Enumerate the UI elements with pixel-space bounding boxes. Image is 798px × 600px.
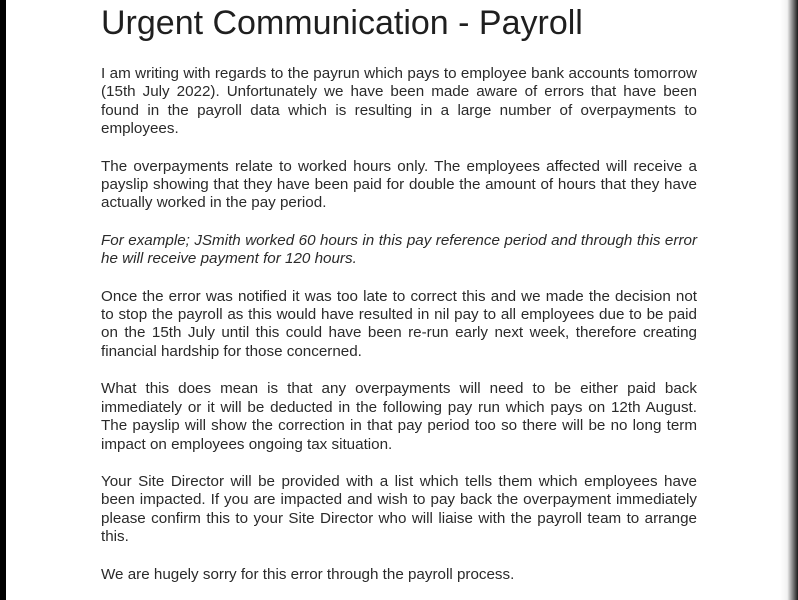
paragraph-example: For example; JSmith worked 60 hours in this pay reference period and through this error he will receive payment for 120 hours.	[101, 231, 697, 268]
paragraph-overpayments: The overpayments relate to worked hours only. The employees affected will receive a payslip showing that they have been paid for double the amount of hours that they have actually worked in the pay period.	[101, 157, 697, 212]
document-title: Urgent Communication - Payroll	[101, 4, 583, 42]
document-body	[101, 0, 697, 584]
paragraph-payrun-errors: I am writing with regards to the payrun which pays to employee bank accounts tomorrow (15th July 2022). Unfortunately we have been made aware of errors that have been found in the payroll data which is resulting in a large number of overpayments to employees.	[101, 65, 697, 138]
paragraph-apology: We are hugely sorry for this error through the payroll process.	[101, 565, 515, 583]
paragraph-site-director: Your Site Director will be provided with a list which tells them which employees have been impacted. If you are impacted and wish to pay back the overpayment immediately please confirm this to your Site Director who will liaise with the payroll team to arrange this.	[101, 472, 697, 546]
document-page	[6, 0, 780, 600]
paragraph-decision: Once the error was notified it was too late to correct this and we made the decision not to stop the payroll as this would have resulted in nil pay to all employees due to be paid on the 15th July until this could have been re-run early next week, therefore creating financial hardship for those concerned.	[101, 287, 697, 360]
paragraph-repayment: What this does mean is that any overpayments will need to be either paid back immediately or it will be deducted in the following pay run which pays on 12th August. The payslip will show the correction in that pay period too so there will be no long term impact on employees ongoing tax situation.	[101, 380, 697, 453]
page-edge-shadow	[780, 0, 798, 600]
